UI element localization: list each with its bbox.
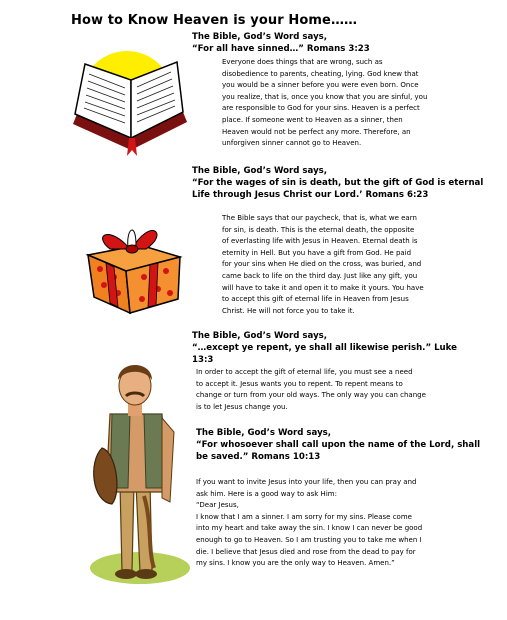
section-heading: The Bible, God’s Word says, (196, 428, 332, 438)
left-leg (120, 484, 134, 572)
body-line: In order to accept the gift of eternal life, you must see a need (196, 368, 413, 376)
section-heading: The Bible, God’s Word says, (192, 331, 328, 341)
body-line: are responsible to God for your sins. Heaven is a perfect (222, 104, 420, 113)
section-3-heading-block (192, 330, 472, 366)
section-heading: The Bible, God’s Word says, (192, 166, 328, 176)
section-4-heading-block (196, 427, 486, 463)
body-line: Heaven would not be perfect any more. Therefore, an (222, 127, 411, 136)
body-line: you would be a sinner before you were even born. Once (222, 81, 419, 90)
body-line: The Bible says that our paycheck, that is, what we earn (222, 214, 417, 222)
section-3-body (196, 367, 426, 413)
section-1-body (222, 57, 427, 150)
body-line: came back to life on the third day. Just like any gift, you (222, 271, 418, 280)
verse: “For all have sinned…” Romans 3:23 (192, 44, 370, 54)
body-line: for sin, is death. This is the eternal death, the opposite (222, 225, 415, 234)
section-heading: The Bible, God’s Word says, (192, 32, 328, 42)
bow-left (103, 235, 130, 249)
body-line: will have to take it and open it to make it yours. You have (222, 283, 424, 292)
body-line: ask him. Here is a good way to ask Him: (196, 489, 337, 498)
body-line: unforgiven sinner cannot go to Heaven. (222, 139, 362, 148)
section-1-heading-block (192, 31, 370, 55)
page-title: How to Know Heaven is your Home…… (71, 13, 358, 28)
body-line: die. I believe that Jesus died and rose from the dead to pay for (196, 547, 416, 556)
verse: “For whosoever shall call upon the name of the Lord, shall be saved.” Romans 10:13 (196, 440, 481, 462)
body-line: is to let Jesus change you. (196, 402, 288, 411)
body-line: eternity in Hell. But you have a gift from God. He paid (222, 248, 412, 257)
body-line: you realize, that is, once you know that you are sinful, you (222, 92, 428, 101)
body-line: to accept it. Jesus wants you to repent. To repent means to (196, 379, 403, 388)
body-line: “Dear Jesus, (196, 501, 239, 510)
body-line: into my heart and take away the sin. I know I can never be good (196, 524, 423, 533)
body-line: enough to go to Heaven. So I am trusting you to take me when I (196, 535, 422, 544)
body-line: change or turn from your old ways. The only way you can change (196, 391, 426, 400)
body-line: disobedience to parents, cheating, lying. God knew that (222, 69, 419, 78)
body-line: I know that I am a sinner. I am sorry for my sins. Please come (196, 512, 412, 521)
body-line: for your sins when He died on the cross, was buried, and (222, 260, 422, 269)
section-4-body (196, 477, 422, 570)
verse: “For the wages of sin is death, but the gift of God is eternal Life through Jesus Christ our Lord.’ Romans 6:23 (192, 178, 484, 200)
body-line: my sins. I know you are the only way to Heaven. Amen.” (196, 559, 395, 568)
body-line: If you want to invite Jesus into your life, then you can pray and (196, 478, 417, 486)
body-line: Christ. He will not force you to take it. (222, 306, 355, 315)
section-2-heading-block (192, 165, 492, 201)
gift-box-illustration (70, 205, 195, 315)
body-line: to accept this gift of eternal life in Heaven from Jesus (222, 295, 409, 304)
verse: “…except ye repent, ye shall all likewise perish.” Luke 13:3 (192, 343, 457, 365)
body-line: Everyone does things that are wrong, such as (222, 58, 383, 66)
vest-right (144, 414, 164, 488)
body-line: of everlasting life with Jesus in Heaven. Eternal death is (222, 237, 418, 246)
body-line: place. If someone went to Heaven as a sinner, then (222, 115, 403, 124)
section-2-body (222, 213, 424, 317)
open-bible-illustration (65, 42, 195, 162)
repentant-man-illustration (82, 352, 197, 588)
